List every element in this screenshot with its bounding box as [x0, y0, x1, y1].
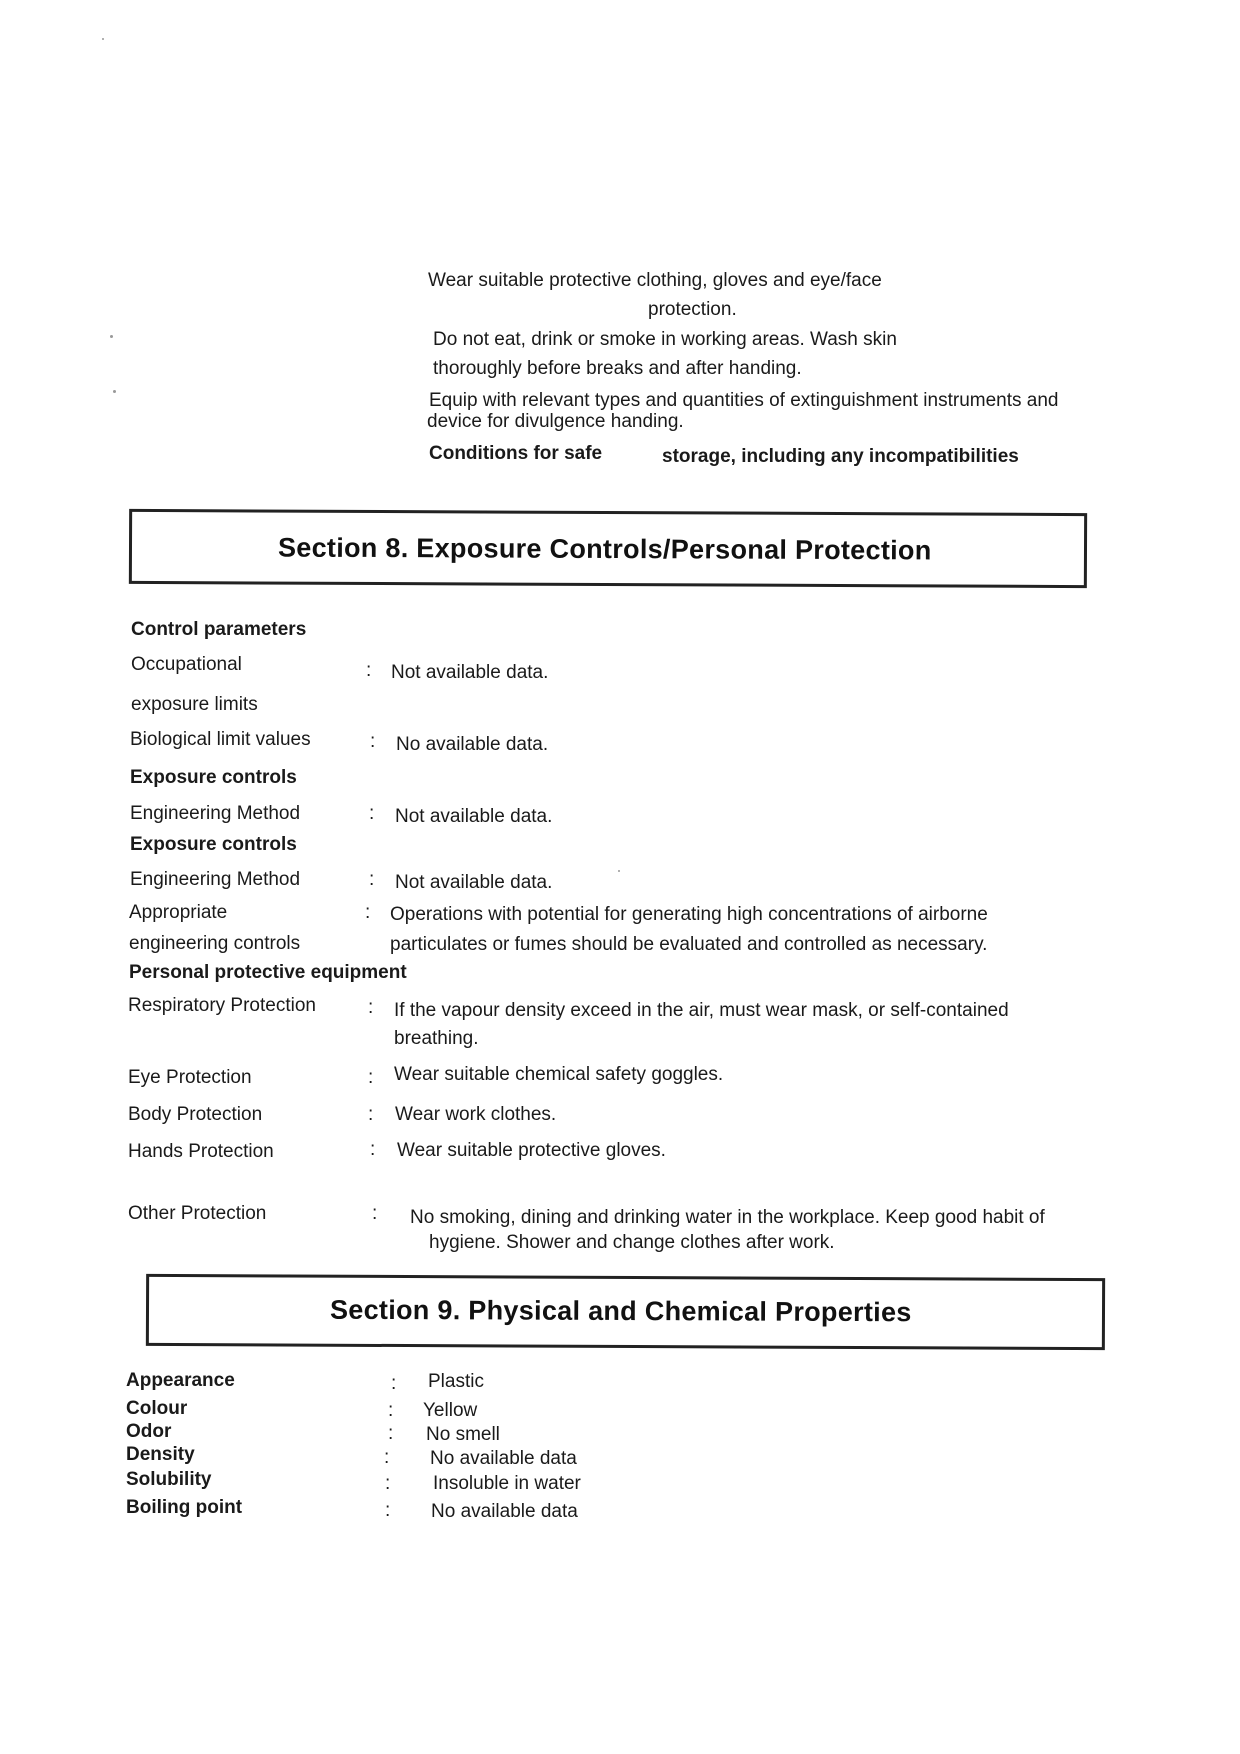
hands-protection-value: Wear suitable protective gloves. — [397, 1140, 666, 1161]
section-9-header-box — [146, 1274, 1105, 1350]
colon: : — [366, 660, 372, 681]
engineering-method-label: Engineering Method — [130, 869, 301, 890]
other-protection-value: No smoking, dining and drinking water in the workplace. Keep good habit of — [410, 1207, 1045, 1228]
respiratory-value: If the vapour density exceed in the air, must wear mask, or self-contained — [394, 1000, 1009, 1021]
appropriate-label: Appropriate — [129, 902, 228, 923]
body-protection-value: Wear work clothes. — [395, 1104, 557, 1125]
colon: : — [372, 1203, 378, 1224]
ppe-heading: Personal protective equipment — [129, 962, 407, 983]
exposure-limits-label: exposure limits — [131, 694, 258, 715]
scan-speck — [110, 335, 113, 338]
property-label: Boiling point — [126, 1497, 243, 1518]
property-label: Density — [126, 1444, 195, 1465]
handling-line: thoroughly before breaks and after handing. — [433, 358, 802, 379]
colon: : — [369, 869, 375, 890]
colon: : — [368, 997, 374, 1018]
scan-speck — [113, 390, 116, 393]
handling-line: device for divulgence handing. — [427, 411, 684, 432]
colon: : — [370, 1139, 376, 1160]
eye-protection-value: Wear suitable chemical safety goggles. — [394, 1064, 724, 1085]
property-label: Appearance — [126, 1370, 235, 1391]
section-9-title: Section 9. Physical and Chemical Properties — [329, 1294, 912, 1328]
colon: : — [365, 902, 371, 923]
engineering-method-value: Not available data. — [395, 806, 553, 827]
colon: : — [368, 1067, 374, 1088]
section-8-header-box — [129, 509, 1087, 588]
engineering-method-label: Engineering Method — [130, 803, 301, 824]
exposure-controls-heading: Exposure controls — [130, 767, 297, 788]
exposure-controls-heading: Exposure controls — [130, 834, 297, 855]
storage-heading-part: storage, including any incompatibilities — [662, 446, 1019, 467]
colon: : — [388, 1423, 394, 1444]
other-protection-label: Other Protection — [128, 1203, 267, 1224]
occupational-label: Occupational — [131, 654, 242, 675]
property-value: Yellow — [423, 1400, 478, 1421]
handling-line: Wear suitable protective clothing, gloves and eye/face — [428, 270, 882, 291]
biological-value: No available data. — [396, 734, 549, 755]
colon: : — [384, 1447, 390, 1468]
property-value: No smell — [426, 1424, 500, 1445]
biological-label: Biological limit values — [130, 729, 311, 750]
scan-speck — [102, 38, 104, 40]
other-protection-value: hygiene. Shower and change clothes after work. — [429, 1232, 835, 1253]
scan-speck — [618, 870, 620, 872]
property-value: No available data — [430, 1448, 577, 1469]
handling-line: protection. — [648, 299, 737, 320]
engineering-controls-label: engineering controls — [129, 933, 301, 954]
colon: : — [368, 1104, 374, 1125]
property-label: Odor — [126, 1421, 172, 1442]
handling-line: Equip with relevant types and quantities of extinguishment instruments and — [429, 390, 1059, 411]
body-protection-label: Body Protection — [128, 1104, 263, 1125]
appropriate-value: particulates or fumes should be evaluated and controlled as necessary. — [390, 934, 988, 955]
colon: : — [370, 731, 376, 752]
property-label: Solubility — [126, 1469, 212, 1490]
property-value: No available data — [431, 1501, 578, 1522]
appropriate-value: Operations with potential for generating high concentrations of airborne — [390, 904, 988, 925]
occupational-value: Not available data. — [391, 662, 549, 683]
respiratory-label: Respiratory Protection — [128, 995, 316, 1016]
colon: : — [388, 1400, 394, 1421]
engineering-method-value: Not available data. — [395, 872, 553, 893]
handling-line: Do not eat, drink or smoke in working areas. Wash skin — [433, 329, 897, 350]
colon: : — [369, 803, 375, 824]
section-8-title: Section 8. Exposure Controls/Personal Protection — [277, 532, 932, 566]
hands-protection-label: Hands Protection — [128, 1141, 274, 1162]
property-label: Colour — [126, 1398, 188, 1419]
property-value: Plastic — [428, 1371, 484, 1392]
colon: : — [385, 1500, 391, 1521]
control-parameters-heading: Control parameters — [131, 619, 307, 640]
eye-protection-label: Eye Protection — [128, 1067, 252, 1088]
respiratory-value: breathing. — [394, 1028, 479, 1049]
colon: : — [385, 1473, 391, 1494]
storage-heading-part: Conditions for safe — [429, 443, 603, 464]
property-value: Insoluble in water — [433, 1473, 581, 1494]
colon: : — [391, 1373, 397, 1394]
